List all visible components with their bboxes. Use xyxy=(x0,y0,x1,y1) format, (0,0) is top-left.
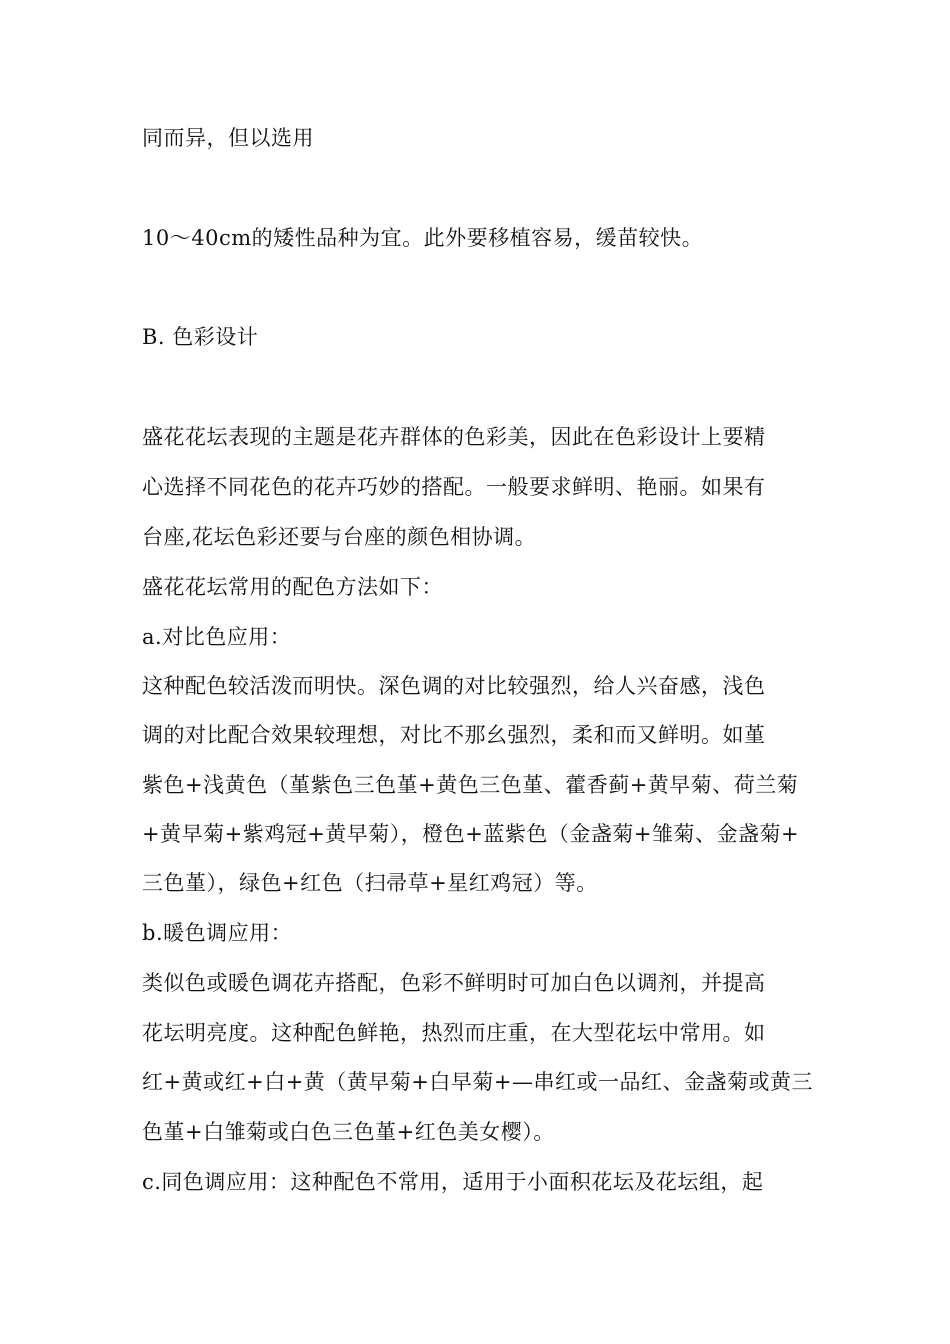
paragraph-a-line-4: +黄早菊+紫鸡冠+黄早菊），橙色+蓝紫色（金盏菊+雏菊、金盏菊+ xyxy=(142,822,800,846)
paragraph-a-line-5: 三色堇），绿色+红色（扫帚草+星红鸡冠）等。 xyxy=(142,871,598,895)
paragraph-line-1: 盛花花坛表现的主题是花卉群体的色彩美，因此在色彩设计上要精 xyxy=(142,425,766,449)
paragraph-b-line-4: 色堇+白雏菊或白色三色堇+红色美女樱）。 xyxy=(142,1120,555,1144)
subheading-a: a.对比色应用： xyxy=(142,625,292,649)
paragraph-line-2: 心选择不同花色的花卉巧妙的搭配。一般要求鲜明、艳丽。如果有 xyxy=(142,475,766,499)
text-line-1: 同而异，但以选用 xyxy=(142,126,314,150)
subheading-b: b.暖色调应用： xyxy=(142,921,293,945)
paragraph-a-line-3: 紫色+浅黄色（堇紫色三色堇+黄色三色堇、藿香蓟+黄早菊、荷兰菊 xyxy=(142,773,799,797)
paragraph-a-line-2: 调的对比配合效果较理想，对比不那幺强烈，柔和而又鲜明。如堇 xyxy=(142,723,766,747)
paragraph-b-line-2: 花坛明亮度。这种配色鲜艳，热烈而庄重，在大型花坛中常用。如 xyxy=(142,1021,766,1045)
section-heading: B. 色彩设计 xyxy=(142,325,259,349)
paragraph-b-line-3: 红+黄或红+白+黄（黄早菊+白早菊+—串红或一品红、金盏菊或黄三 xyxy=(142,1070,813,1094)
subheading-c: c.同色调应用：这种配色不常用，适用于小面积花坛及花坛组，起 xyxy=(142,1170,764,1194)
paragraph-a-line-1: 这种配色较活泼而明快。深色调的对比较强烈，给人兴奋感，浅色 xyxy=(142,674,766,698)
text-line-2: 10〜40cm的矮性品种为宜。此外要移植容易，缓苗较快。 xyxy=(142,226,704,250)
paragraph-line-3: 台座,花坛色彩还要与台座的颜色相协调。 xyxy=(142,525,537,549)
paragraph-line-4: 盛花花坛常用的配色方法如下： xyxy=(142,575,443,599)
paragraph-b-line-1: 类似色或暖色调花卉搭配，色彩不鲜明时可加白色以调剂，并提高 xyxy=(142,971,766,995)
